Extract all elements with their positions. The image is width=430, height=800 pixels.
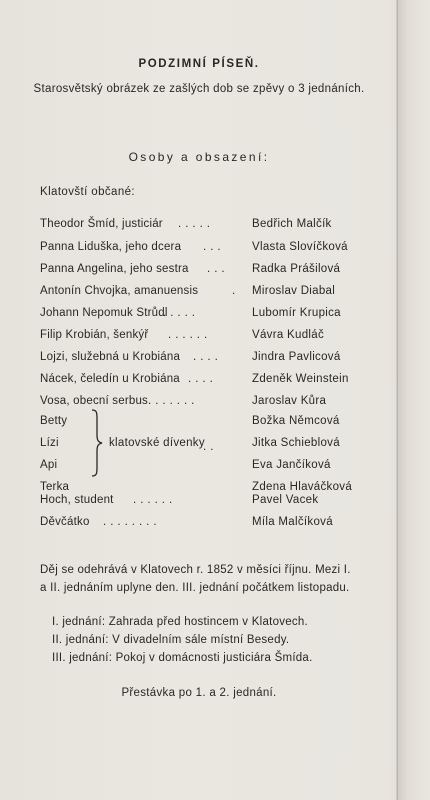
setting-line-2: a II. jednáním uplyne den. III. jednání počátkem listopadu. — [40, 582, 350, 594]
role-7: Lojzi, služebná u Krobiána — [40, 351, 181, 363]
actor-5: Lubomír Krupica — [252, 307, 341, 319]
role-4: Antonín Chvojka, amanuensis — [40, 285, 199, 297]
leader-dots: ... — [203, 241, 225, 253]
actor-7: Jindra Pavlicová — [252, 351, 341, 363]
girl-actor-3: Eva Jančíková — [252, 459, 331, 471]
actor-9: Jaroslav Kůra — [252, 395, 327, 407]
role-5: Johann Nepomuk Strůdl — [40, 307, 168, 319]
leader-dots: .. — [203, 441, 218, 453]
leader-dots: ...... — [168, 329, 212, 341]
intermission-note: Přestávka po 1. a 2. jednání. — [121, 687, 277, 699]
girl-actor-1: Božka Němcová — [252, 415, 340, 427]
cast-heading: Osoby a obsazení: — [128, 150, 270, 164]
fold-line — [397, 0, 398, 800]
leader-dots: .... — [193, 351, 222, 363]
act-1: I. jednání: Zahrada před hostincem v Klatovech. — [52, 616, 308, 628]
actor-1: Bedřich Malčík — [252, 218, 332, 230]
role-6: Filip Krobián, šenkýř — [40, 329, 149, 341]
role-11: Děvčátko — [40, 516, 90, 528]
actor-11: Míla Malčíková — [252, 516, 333, 528]
role-3: Panna Angelina, jeho sestra — [40, 263, 189, 275]
role-2: Panna Liduška, jeho dcera — [40, 241, 182, 253]
actor-10: Pavel Vacek — [252, 494, 319, 506]
leader-dots: .... — [188, 373, 217, 385]
role-9: Vosa, obecní serbus — [40, 395, 149, 407]
act-3: III. jednání: Pokoj v domácnosti justiciára Šmída. — [52, 652, 313, 664]
actor-4: Miroslav Diabal — [252, 285, 336, 297]
leader-dots: ..... — [163, 307, 199, 319]
leader-dots: . — [232, 285, 240, 297]
leader-dots: ...... — [133, 494, 177, 506]
actor-2: Vlasta Slovíčková — [252, 241, 348, 253]
role-1: Theodor Šmíd, justiciár — [40, 218, 163, 230]
leader-dots: ..... — [178, 218, 214, 230]
girl-actor-4: Zdena Hlaváčková — [252, 481, 353, 493]
girl-4: Terka — [40, 481, 70, 493]
leader-dots: ....... — [148, 395, 199, 407]
setting-line-1: Děj se odehrává v Klatovech r. 1852 v měsíci říjnu. Mezi I. — [40, 564, 351, 576]
leader-dots: ... — [207, 263, 229, 275]
role-8: Nácek, čeledín u Krobiána — [40, 373, 180, 385]
group-heading: Klatovští občané: — [40, 186, 136, 198]
girl-1: Betty — [40, 415, 68, 427]
actor-3: Radka Prášilová — [252, 263, 341, 275]
girl-actor-2: Jitka Schieblová — [252, 437, 340, 449]
group-label: klatovské dívenky — [109, 437, 205, 449]
page-edge — [396, 0, 430, 800]
actor-8: Zdeněk Weinstein — [252, 373, 349, 385]
play-title: PODZIMNÍ PÍSEŇ. — [138, 58, 260, 70]
curly-brace-icon — [91, 409, 103, 477]
girl-3: Api — [40, 459, 58, 471]
actor-6: Vávra Kudláč — [252, 329, 324, 341]
play-subtitle: Starosvětský obrázek ze zašlých dob se zpěvy o 3 jednáních. — [33, 83, 365, 95]
act-2: II. jednání: V divadelním sále místní Besedy. — [52, 634, 290, 646]
role-10: Hoch, student — [40, 494, 114, 506]
girl-2: Lízi — [40, 437, 59, 449]
leader-dots: ........ — [103, 516, 161, 528]
